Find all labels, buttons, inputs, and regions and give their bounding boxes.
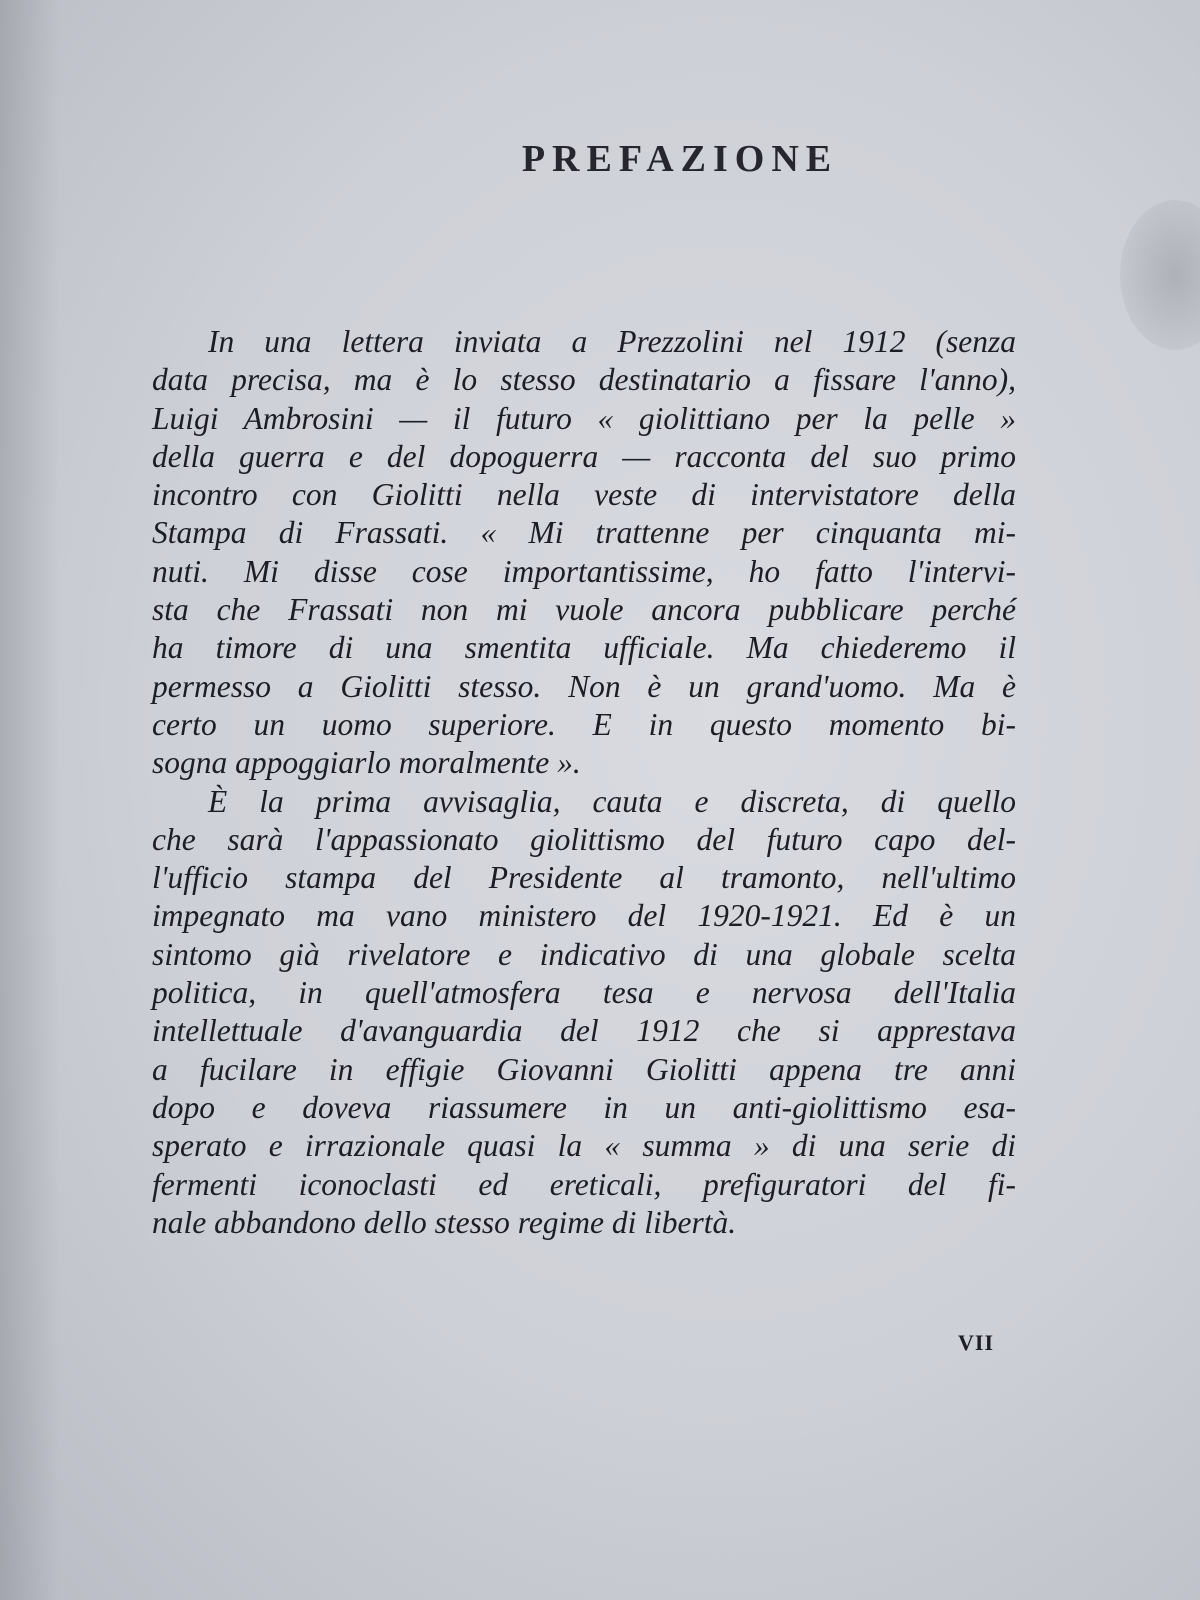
text-line: nuti. Mi disse cose importantissime, ho fatto l'intervi- <box>152 553 1016 589</box>
text-line: È la prima avvisaglia, cauta e discreta, di quello <box>208 783 1016 819</box>
page-number: VII <box>958 1330 995 1355</box>
text-line: certo un uomo superiore. E in questo momento bi- <box>152 706 1016 742</box>
text-line: impegnato ma vano ministero del 1920-1921. Ed è un <box>152 898 1016 934</box>
text-line: sogna appoggiarlo moralmente ». <box>152 745 581 781</box>
text-line: permesso a Giolitti stesso. Non è un grand'uomo. Ma è <box>152 668 1016 704</box>
text-line: intellettuale d'avanguardia del 1912 che si apprestava <box>152 1013 1016 1049</box>
paragraph-1 <box>152 323 1016 783</box>
text-line: sintomo già rivelatore e indicativo di una globale scelta <box>152 936 1016 972</box>
page-edge-shadow <box>0 0 60 1600</box>
text-line: sta che Frassati non mi vuole ancora pubblicare perché <box>152 592 1016 628</box>
text-line: politica, in quell'atmosfera tesa e nervosa dell'Italia <box>152 975 1016 1011</box>
paragraph-2 <box>152 783 1016 1243</box>
text-line: della guerra e del dopoguerra — racconta del suo primo <box>152 438 1016 474</box>
paper-stain <box>1120 200 1200 350</box>
text-line: sperato e irrazionale quasi la « summa » di una serie di <box>152 1128 1016 1164</box>
text-line: data precisa, ma è lo stesso destinatario a fissare l'anno), <box>152 362 1016 398</box>
text-line: l'ufficio stampa del Presidente al tramonto, nell'ultimo <box>152 860 1016 896</box>
text-line: nale abbandono dello stesso regime di libertà. <box>152 1204 737 1240</box>
text-line: incontro con Giolitti nella veste di intervistatore della <box>152 477 1016 513</box>
text-line: Stampa di Frassati. « Mi trattenne per cinquanta mi- <box>152 515 1016 551</box>
text-line: In una lettera inviata a Prezzolini nel 1912 (senza <box>208 324 1016 359</box>
text-line: ha timore di una smentita ufficiale. Ma chiederemo il <box>152 630 1016 666</box>
text-line: fermenti iconoclasti ed ereticali, prefiguratori del fi- <box>152 1166 1016 1202</box>
text-line: che sarà l'appassionato giolittismo del futuro capo del- <box>152 821 1016 857</box>
text-line: a fucilare in effigie Giovanni Giolitti appena tre anni <box>152 1051 1016 1087</box>
text-line: dopo e doveva riassumere in un anti-giolittismo esa- <box>152 1089 1016 1125</box>
preface-body <box>152 323 1016 1242</box>
page-title: PREFAZIONE <box>521 138 839 181</box>
text-line: Luigi Ambrosini — il futuro « giolittiano per la pelle » <box>152 400 1016 436</box>
